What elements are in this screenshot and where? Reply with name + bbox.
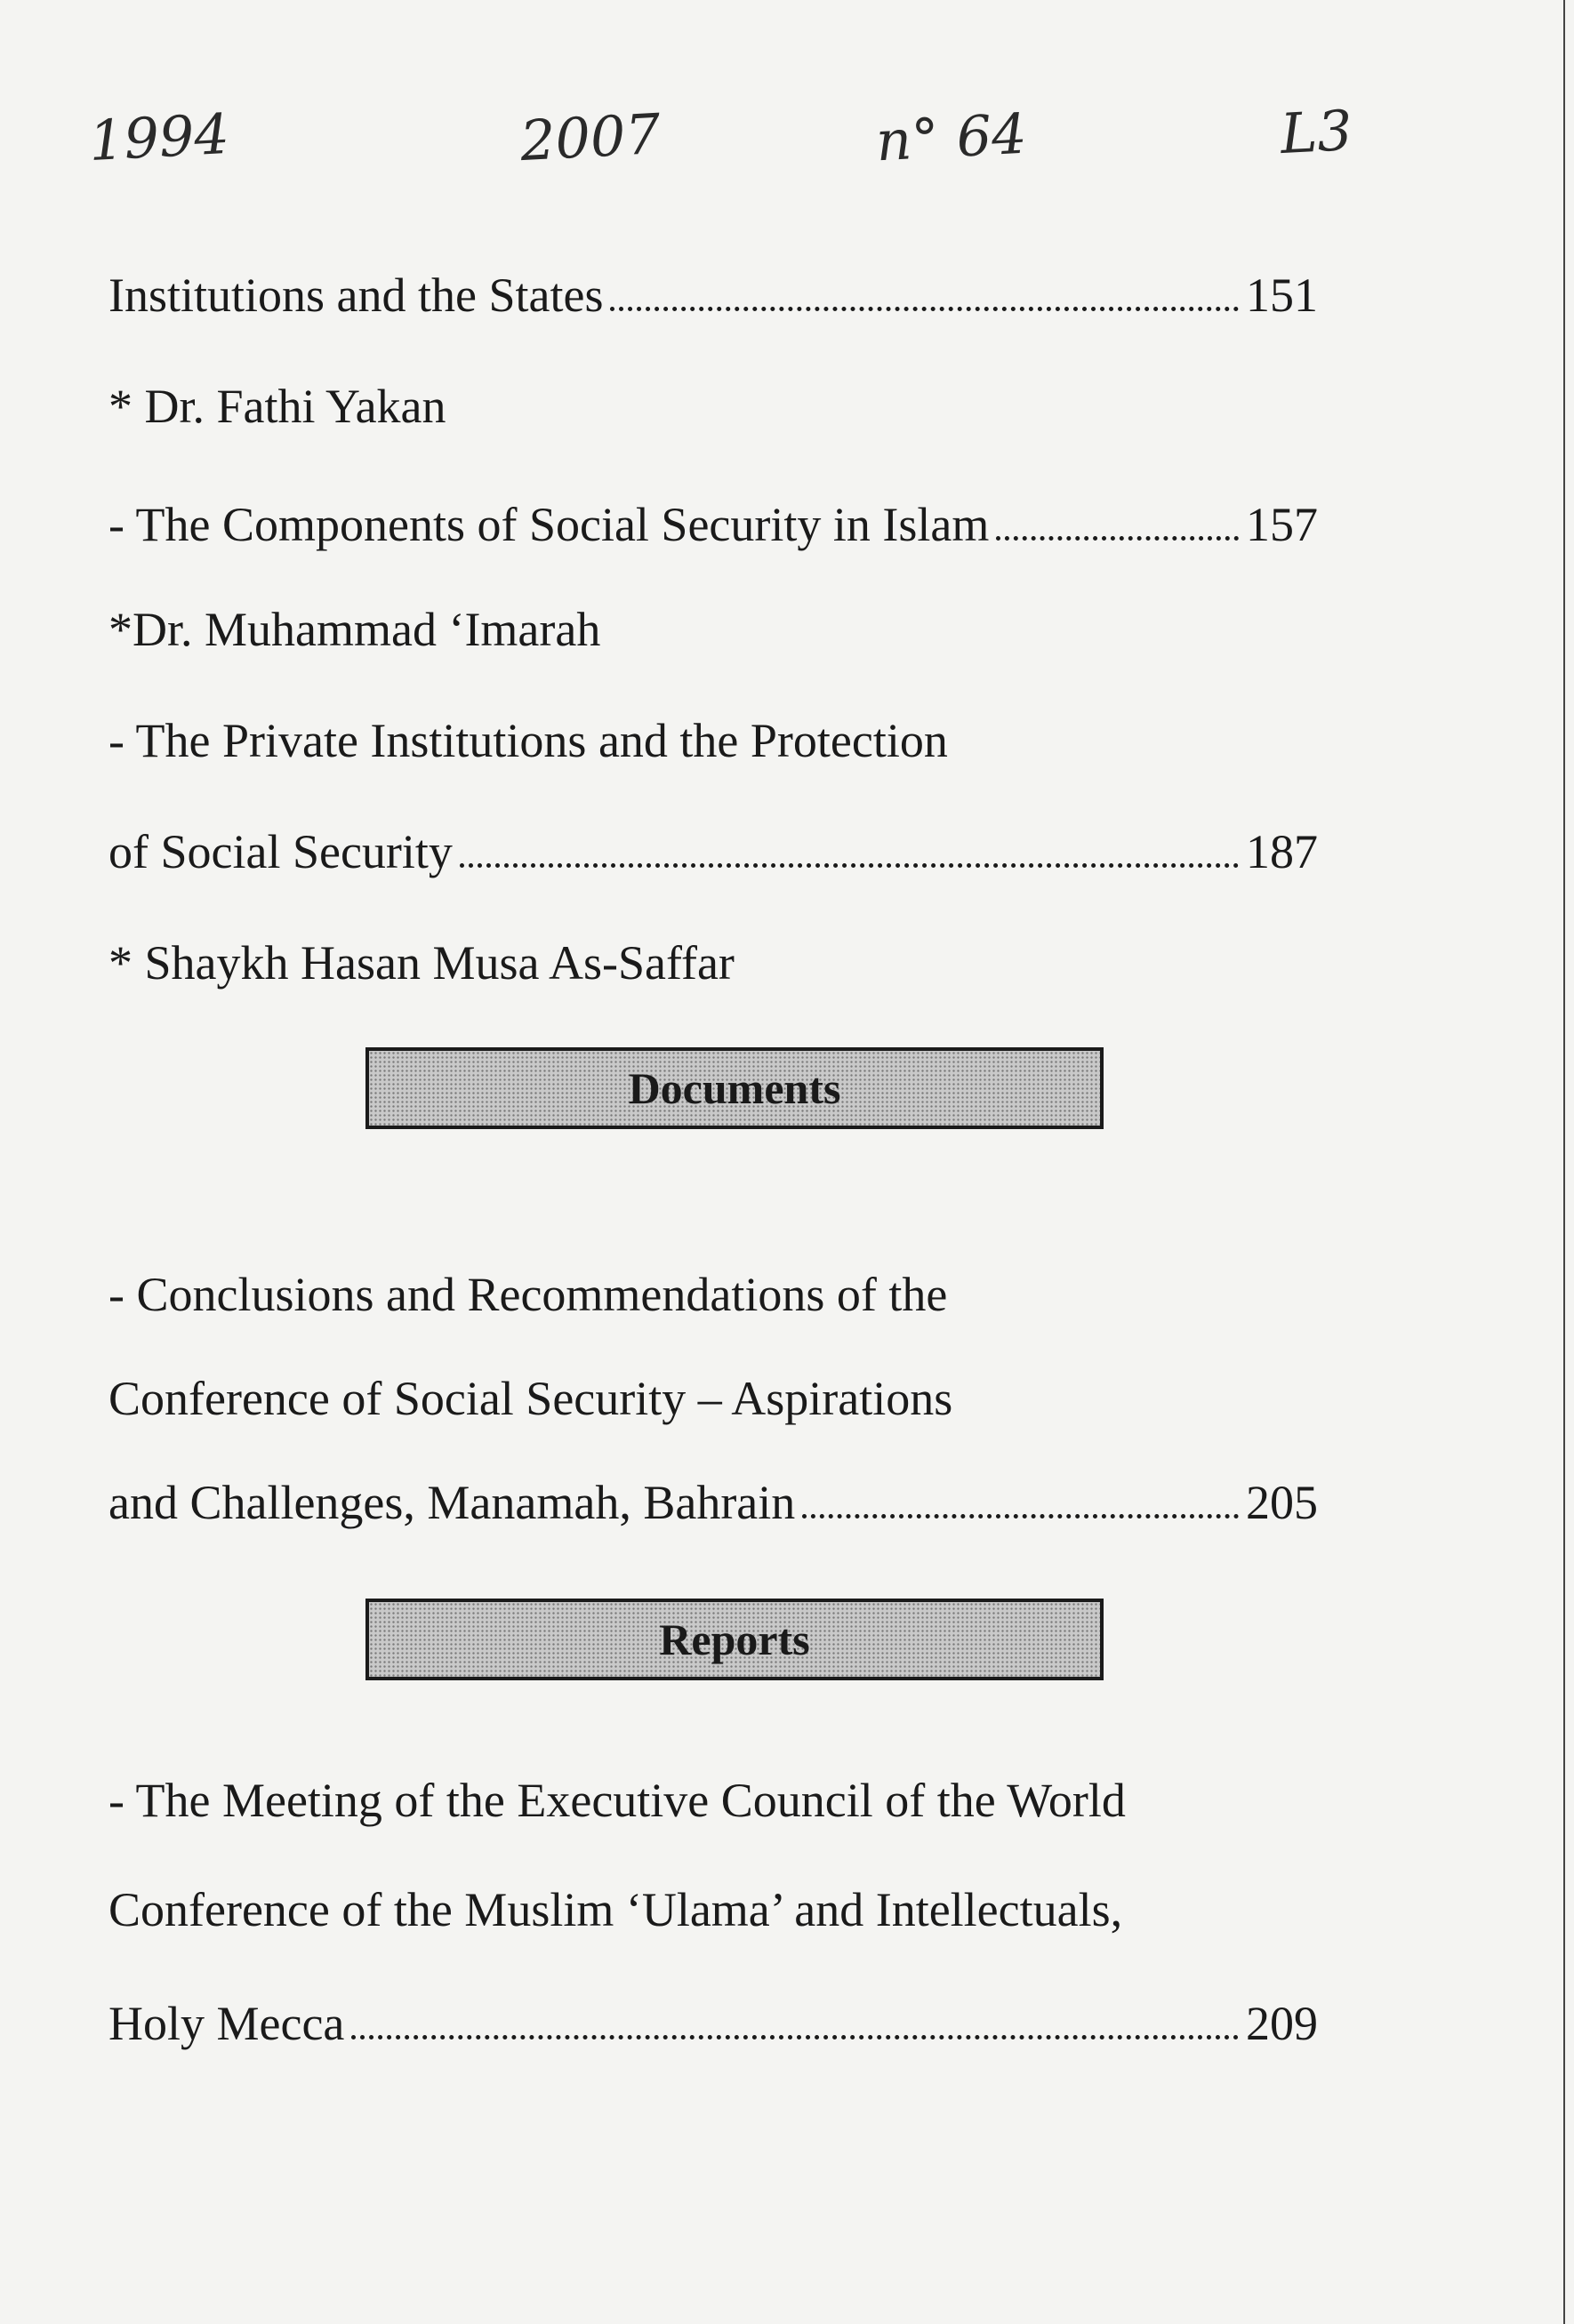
toc-title-line: - The Private Institutions and the Protection bbox=[108, 714, 948, 767]
toc-entry-conclusions bbox=[108, 1474, 1318, 1531]
toc-entry-private-institutions bbox=[108, 823, 1318, 880]
toc-leader bbox=[996, 536, 1239, 541]
toc-title: of Social Security bbox=[108, 825, 453, 878]
toc-title-line: - Conclusions and Recommendations of the bbox=[108, 1268, 948, 1321]
toc-title-line: Conference of the Muslim ‘Ulama’ and Intellectuals, bbox=[108, 1883, 1123, 1936]
toc-title: Institutions and the States bbox=[108, 268, 604, 322]
section-heading-reports: Reports bbox=[365, 1599, 1104, 1680]
handwritten-issue: n° 64 bbox=[874, 100, 1029, 174]
toc-title-line: - The Meeting of the Executive Council of the World bbox=[108, 1774, 1126, 1827]
toc-entry-meeting bbox=[108, 1995, 1318, 2052]
handwritten-ref: L3 bbox=[1279, 97, 1354, 167]
toc-page-number: 151 bbox=[1246, 268, 1318, 322]
toc-author: * Shaykh Hasan Musa As-Saffar bbox=[108, 936, 735, 990]
toc-leader bbox=[351, 2035, 1239, 2040]
toc-title-line: Conference of Social Security – Aspirations bbox=[108, 1372, 953, 1425]
toc-page-number: 209 bbox=[1246, 1997, 1318, 2050]
toc-page-number: 205 bbox=[1246, 1476, 1318, 1529]
toc-author: *Dr. Muhammad ‘Imarah bbox=[108, 603, 601, 656]
toc-title: Holy Mecca bbox=[108, 1997, 345, 2050]
toc-author: * Dr. Fathi Yakan bbox=[108, 380, 446, 433]
toc-entry-components bbox=[108, 496, 1318, 553]
toc-entry-institutions bbox=[108, 267, 1318, 324]
page-edge-line bbox=[1563, 0, 1565, 2324]
toc-leader bbox=[460, 863, 1239, 868]
handwritten-year-b: 2007 bbox=[518, 100, 663, 174]
section-heading-documents: Documents bbox=[365, 1047, 1104, 1129]
toc-page-number: 187 bbox=[1246, 825, 1318, 878]
toc-title: - The Components of Social Security in Islam bbox=[108, 498, 990, 551]
handwritten-year-a: 1994 bbox=[87, 100, 231, 174]
toc-leader bbox=[610, 307, 1239, 311]
toc-leader bbox=[802, 1514, 1239, 1519]
toc-page-number: 157 bbox=[1246, 498, 1318, 551]
toc-title: and Challenges, Manamah, Bahrain bbox=[108, 1476, 796, 1529]
